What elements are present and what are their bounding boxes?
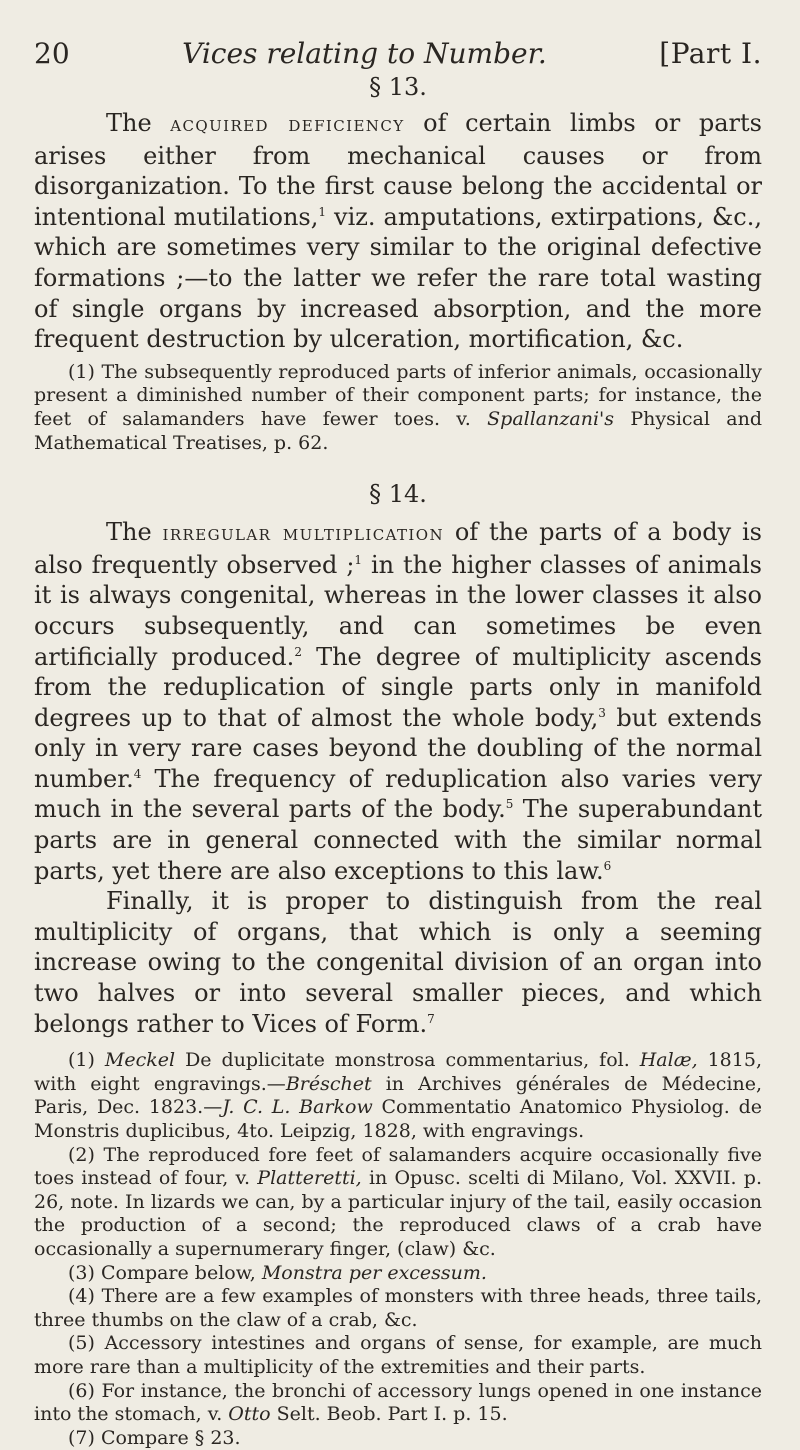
footnote-ref: 6	[603, 858, 612, 873]
page-number: 20	[34, 37, 70, 70]
footnote-14-6: (6) For instance, the bronchi of accessory lungs opened in one instance into the stomach, v. Otto Selt. Beob. Part I. p. 15.	[34, 1379, 762, 1426]
running-title: Vices relating to Number.	[182, 37, 547, 70]
footnote-13-1: (1) The subsequently reproduced parts of inferior animals, occasionally present a diminished number of their component parts; for instance, the feet of salamanders have fewer toes. v. Spallanzani's Physical and Mathematical Treatises, p. 62.	[34, 360, 762, 454]
section-14-footnotes	[34, 1049, 762, 1450]
footnote-ref: 1	[318, 204, 326, 219]
term-acquired-deficiency: acquired deficiency	[170, 112, 405, 137]
section-13-paragraph: The acquired deficiency of certain limbs or parts arises either from mechanical causes or from disorganization. To the first cause belong the accidental or intentional mutilations,$^1$ viz. amputations, extirpations, &c., which are sometimes very similar to the original defective formations ;—to the latter we refer the rare total wasting of single organs by increased absorption, and the more frequent destruction by ulceration, mortification, &c.	[34, 109, 763, 354]
footnote-14-7: (7) Compare § 23.	[68, 1426, 241, 1449]
footnote-ref: 2	[294, 644, 302, 659]
footnote-ref: 7	[427, 1011, 435, 1026]
part-label: [Part I.	[659, 37, 762, 70]
section-13-heading: § 13.	[369, 73, 427, 101]
footnote-14-5: (5) Accessory intestines and organs of sense, for example, are much more rare than a multiplicity of the extremities and their parts.	[34, 1332, 762, 1378]
section-14-heading: § 14.	[369, 480, 427, 509]
footnote-14-1: (1) Meckel De duplicitate monstrosa commentarius, fol. Halæ, 1815, with eight engravings.—Bréschet in Archives générales de Médecine, Paris, Dec. 1823.—J. C. L. Barkow Commentatio Anatomico Physiolog. de Monstris duplicibus, 4to. Leipzig, 1828, with engravings.	[34, 1049, 762, 1142]
footnote-ref: 5	[505, 797, 514, 812]
term-irregular-multiplication: irregular multiplication	[162, 521, 444, 547]
footnote-14-2: (2) The reproduced fore feet of salamanders acquire occasionally five toes instead of four, v. Platteretti, in Opusc. scelti di Milano, Vol. XXVII. p. 26, note. In lizards we can, by a particular injury of the tail, easily occasion the production of a second; the reproduced claws of a crab have occasionally a supernumerary finger, (claw) &c.	[34, 1143, 762, 1260]
footnote-ref: 4	[133, 766, 142, 781]
footnote-14-3: (3) Compare below, Monstra per excessum.	[68, 1261, 487, 1284]
running-header	[34, 38, 762, 70]
section-13-footnotes	[34, 361, 762, 455]
section-14-paragraph-2: Finally, it is proper to distinguish from the real multiplicity of organs, that which is only a seeming increase owing to the congenital division of an organ into two halves or into several smaller pieces, and which belongs rather to Vices of Form.$^7$	[34, 887, 762, 1038]
footnote-ref: 3	[598, 705, 606, 720]
footnote-ref: 1	[354, 552, 363, 567]
footnote-14-4: (4) There are a few examples of monsters with three heads, three tails, three thumbs on the claw of a crab, &c.	[34, 1285, 762, 1331]
section-14-paragraph-1: The irregular multiplication of the parts of a body is also frequently observed ;$^1$ in the higher classes of animals it is always congenital, whereas in the lower classes it also occurs subsequently, and can sometimes be even artificially produced.$^2$ The degree of multiplicity ascends from the reduplication of single parts only in manifold degrees up to that of almost the whole body,$^3$ but extends only in very rare cases beyond the doubling of the normal number.$^4$ The frequency of reduplication also varies very much in the several parts of the body.$^5$ The superabundant parts are in general connected with the similar normal parts, yet there are also exceptions to this law.$^6$	[34, 518, 763, 885]
